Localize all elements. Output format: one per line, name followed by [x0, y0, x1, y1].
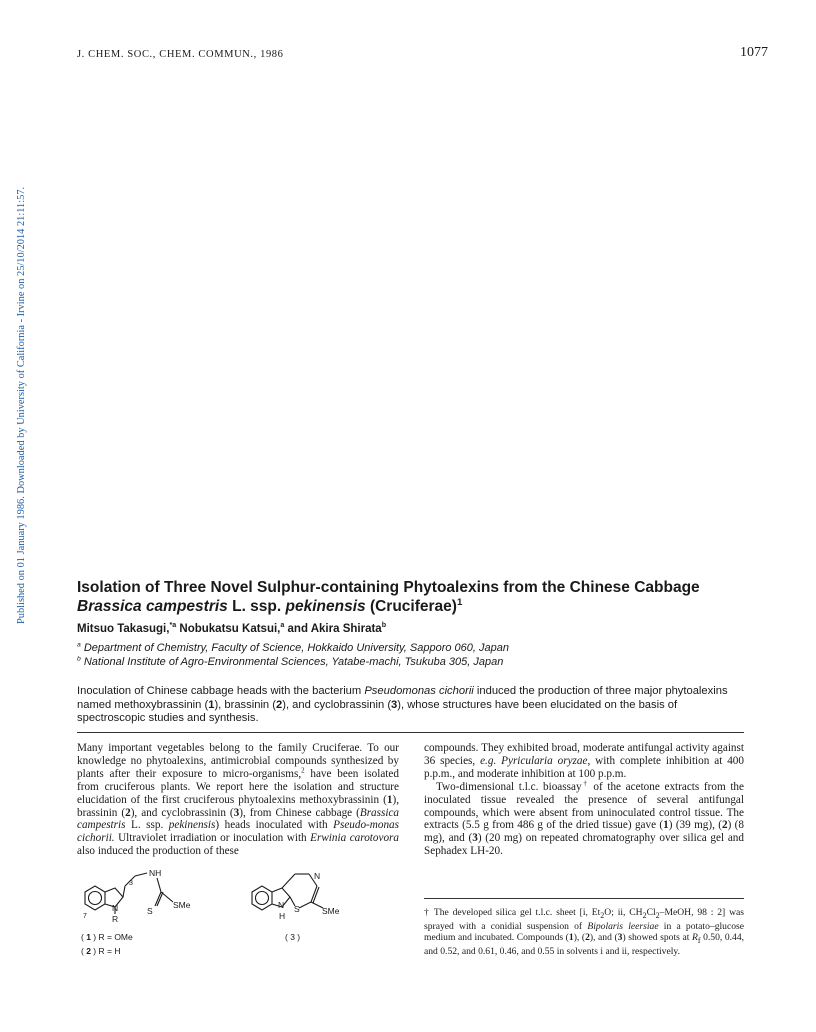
body-left-column — [77, 742, 399, 858]
body-text: L. ssp. — [125, 819, 169, 832]
bond — [161, 892, 173, 902]
journal-header: J. CHEM. SOC., CHEM. COMMUN., 1986 — [77, 49, 284, 60]
abstract-text: induced the production of three major phytoalexins named methoxybrassinin ( — [77, 685, 728, 711]
subscript: 2 — [642, 910, 647, 920]
body-text: ), brassinin ( — [77, 793, 399, 819]
body-text: Many important vegetables belong to the family Cruciferae. To our knowledge no phytoalexins, antimicrobial compounds synthesized by plants after their exposure to micro-organisms, — [77, 742, 399, 780]
body-text: ) (20 mg) on repeated chromatography over silica gel and Sephadex LH-20. — [424, 832, 744, 858]
body-right-column — [424, 742, 744, 858]
body-italic: Erwinia carotovora — [310, 832, 399, 845]
abstract-text: ), whose structures have been elucidated on the basis of spectroscopic studies and synthesis. — [77, 698, 678, 725]
page-number: 1077 — [740, 45, 768, 60]
body-text: ) heads inoculated with — [215, 819, 334, 832]
bond — [135, 873, 147, 876]
footnote — [424, 907, 744, 958]
title-species: Brassica campestris — [77, 598, 228, 615]
footnote-text: ) showed spots at — [622, 932, 692, 944]
compound-ref: 1 — [208, 698, 215, 711]
body-text: ), from Chinese cabbage ( — [239, 806, 360, 819]
affiliation-text: Department of Chemistry, Faculty of Science, Hokkaido University, Sapporo 060, Japan — [80, 642, 509, 654]
position-7-label: 7 — [83, 913, 87, 920]
author-list — [77, 623, 757, 635]
compound-1-label: ( 1 ) R = OMe — [81, 932, 133, 942]
title-subspecies: pekinensis — [285, 598, 366, 615]
aromatic-circle — [256, 892, 269, 905]
rf-symbol: R — [691, 932, 698, 944]
body-paragraph — [424, 778, 744, 858]
body-text: ) (8 mg), and ( — [424, 819, 744, 845]
body-text: , with complete inhibition at 400 p.p.m., and moderate inhibition at 100 p.p.m. — [424, 754, 744, 780]
compound-ref: 3 — [472, 832, 478, 845]
body-italic: pekinensis — [168, 819, 216, 832]
cyclo-h-label: H — [279, 911, 286, 921]
cyclo-indole-n-label: N — [278, 900, 285, 910]
body-text: Two-dimensional t.l.c. bioassay — [436, 780, 582, 793]
body-text: ) (39 mg), ( — [668, 819, 722, 832]
footnote-text: † The developed silica gel t.l.c. sheet [i, Et — [424, 907, 601, 918]
body-text: of the acetone extracts from the inoculated tissue revealed the presence of several antifungal compounds, which were absent from uninoculated control tissue. The extracts (5.5 g from 486 g of the dried tissue) gave ( — [424, 780, 744, 832]
abstract-text: ), brassinin ( — [214, 698, 276, 711]
abstract-text: ), and cyclobrassinin ( — [282, 698, 392, 711]
footnote-text: in a potato–glucose medium and incubated. Compounds ( — [424, 921, 744, 944]
affiliation-mark: a — [77, 641, 81, 649]
body-paragraph — [424, 742, 744, 781]
body-italic: Pyricularia oryzae — [496, 754, 588, 767]
author-name: Mitsuo Takasugi, — [77, 623, 170, 635]
nh-label: NH — [149, 868, 162, 878]
footnote-text: 0.50, 0.44, and 0.52, and 0.61, 0.46, and 0.55 in solvents i and ii, respectively. — [424, 932, 745, 958]
compound-ref: 1 — [568, 932, 574, 944]
title-mid: L. ssp. — [227, 598, 286, 615]
thione-s-label: S — [147, 906, 153, 916]
author-mark: b — [381, 621, 387, 630]
bond — [299, 902, 311, 908]
bond — [123, 886, 125, 897]
title-ref: 1 — [456, 596, 463, 608]
footnote-italic: Bipolaris leersiae — [587, 921, 659, 933]
author-mark: *a — [169, 621, 177, 630]
footnote-text: ), ( — [573, 932, 586, 944]
compound-ref: 1 — [386, 793, 393, 806]
body-text: ), and cyclobrassinin ( — [130, 806, 234, 819]
position-3-label: 3 — [129, 880, 133, 887]
compound-ref: 1 — [663, 819, 669, 832]
footnote-divider — [424, 898, 744, 899]
compound-ref: 2 — [125, 806, 131, 819]
footnote-mark: † — [581, 778, 589, 787]
title-line-1: Isolation of Three Novel Sulphur-containing Phytoalexins from the Chinese Cabbage — [77, 579, 700, 596]
title-end: (Cruciferae) — [365, 598, 457, 615]
body-italic: Pseudo-monas cichorii. — [77, 819, 399, 845]
compound-ref: 2 — [276, 698, 283, 711]
author-name: Nobukatsu Katsui, — [176, 623, 281, 635]
compound-ref: 3 — [617, 932, 623, 944]
indole-n-label: N — [112, 903, 119, 913]
article-title — [77, 578, 757, 616]
subscript: 2 — [655, 910, 660, 920]
footnote-text: ), and ( — [589, 932, 618, 944]
download-note-sidebar — [8, 184, 27, 624]
aromatic-circle — [89, 892, 102, 905]
abstract-species: Pseudomonas cichorii — [364, 685, 474, 697]
abstract — [77, 685, 743, 726]
compound-ref: 2 — [722, 819, 728, 832]
sme-label: SMe — [173, 900, 191, 910]
body-text: compounds. They exhibited broad, moderate antifungal activity against 36 species, — [424, 742, 744, 767]
footnote-text: O; ii, CH — [604, 907, 643, 918]
cyclo-s-label: S — [294, 904, 300, 914]
author-name: and Akira Shirata — [284, 623, 382, 635]
body-italic: e.g. — [480, 754, 497, 767]
subscript: f — [697, 936, 701, 946]
compound-2-label: ( 2 ) R = H — [81, 946, 121, 956]
compound-3-label: ( 3 ) — [285, 932, 301, 942]
bond — [157, 878, 161, 892]
subscript: 2 — [600, 910, 605, 920]
compound-ref: 3 — [233, 806, 240, 819]
abstract-divider — [77, 732, 744, 733]
r-substituent-label: R — [112, 914, 119, 924]
body-text: also induced the production of these — [77, 845, 239, 858]
affiliation-mark: b — [77, 655, 81, 663]
compound-ref: 2 — [585, 932, 590, 944]
body-italic: Brassica campestris — [77, 806, 400, 832]
body-text: have been isolated from cruciferous plants. We report here the isolation and structure elucidation of the first cruciferous phytoalexins methoxybrassinin ( — [77, 767, 399, 806]
abstract-text: Inoculation of Chinese cabbage heads with the bacterium — [77, 685, 365, 697]
author-mark: a — [280, 621, 285, 630]
body-text: Ultraviolet irradiation or inoculation with — [114, 832, 311, 845]
chemical-structures — [77, 852, 399, 972]
cyclo-sme-label: SMe — [322, 906, 340, 916]
compound-ref: 3 — [391, 698, 398, 711]
affiliation-a — [77, 642, 757, 654]
footnote-text: Cl — [646, 907, 656, 918]
cyclo-n-label: N — [314, 871, 321, 881]
affiliation-text: National Institute of Agro-Environmental Sciences, Yatabe-machi, Tsukuba 305, Japan — [80, 656, 504, 668]
bond — [282, 874, 295, 888]
citation-ref: 2 — [301, 766, 305, 775]
affiliation-b — [77, 656, 757, 668]
download-note-text[interactable]: Published on 01 January 1986. Downloaded by University of California - Irvine on 25/10/2014 21:11:57. — [16, 186, 27, 624]
footnote-text: –MeOH, 98 : 2] was sprayed with a conidial suspension of — [424, 907, 744, 933]
